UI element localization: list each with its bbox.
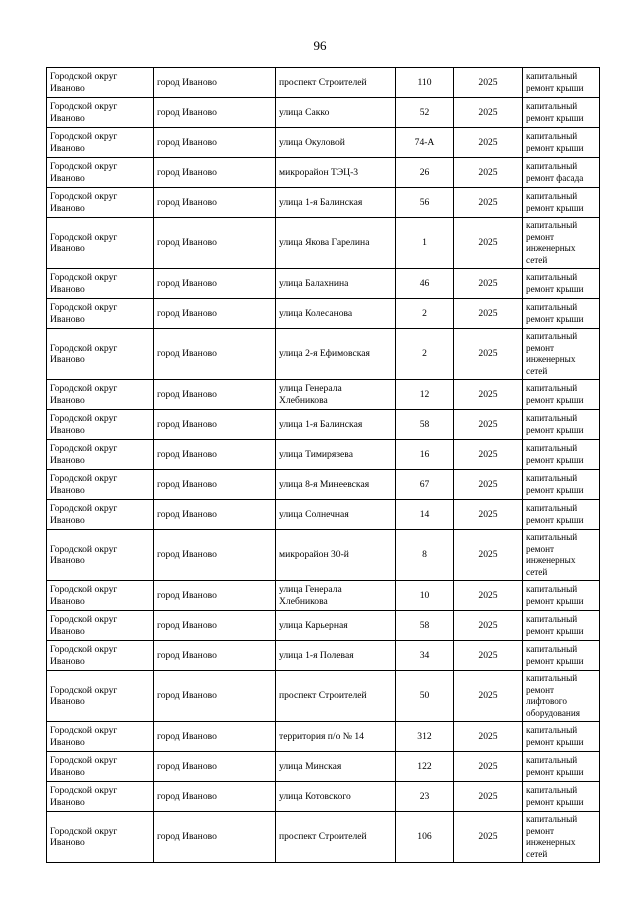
settlement-cell: город Иваново (154, 410, 276, 440)
year-cell: 2025 (454, 752, 523, 782)
settlement-cell: город Иваново (154, 581, 276, 611)
work-type-cell: капитальный ремонт крыши (523, 299, 600, 329)
table-row (47, 68, 600, 98)
house-number-cell: 74-А (396, 128, 454, 158)
municipality-cell: Городской округ Иваново (47, 530, 154, 581)
work-type-cell: капитальный ремонт крыши (523, 128, 600, 158)
house-number-cell: 56 (396, 188, 454, 218)
settlement-cell: город Иваново (154, 782, 276, 812)
table-row (47, 530, 600, 581)
house-number-cell: 14 (396, 500, 454, 530)
house-number-cell: 26 (396, 158, 454, 188)
year-cell: 2025 (454, 128, 523, 158)
work-type-cell: капитальный ремонт крыши (523, 410, 600, 440)
street-cell: улица Тимирязева (276, 440, 396, 470)
table-row (47, 470, 600, 500)
work-type-cell: капитальный ремонт инженерных сетей (523, 530, 600, 581)
municipality-cell: Городской округ Иваново (47, 500, 154, 530)
municipality-cell: Городской округ Иваново (47, 128, 154, 158)
street-cell: территория п/о № 14 (276, 722, 396, 752)
table-row (47, 158, 600, 188)
municipality-cell: Городской округ Иваново (47, 158, 154, 188)
house-number-cell: 10 (396, 581, 454, 611)
street-cell: улица 8-я Минеевская (276, 470, 396, 500)
year-cell: 2025 (454, 722, 523, 752)
street-cell: улица Сакко (276, 98, 396, 128)
settlement-cell: город Иваново (154, 641, 276, 671)
municipality-cell: Городской округ Иваново (47, 218, 154, 269)
table-row (47, 329, 600, 380)
house-number-cell: 8 (396, 530, 454, 581)
table-row (47, 269, 600, 299)
municipality-cell: Городской округ Иваново (47, 380, 154, 410)
table-row (47, 440, 600, 470)
table-row (47, 581, 600, 611)
street-cell: улица Якова Гарелина (276, 218, 396, 269)
year-cell: 2025 (454, 188, 523, 218)
settlement-cell: город Иваново (154, 68, 276, 98)
year-cell: 2025 (454, 782, 523, 812)
municipality-cell: Городской округ Иваново (47, 68, 154, 98)
municipality-cell: Городской округ Иваново (47, 782, 154, 812)
house-number-cell: 58 (396, 611, 454, 641)
table-row (47, 500, 600, 530)
street-cell: улица 1-я Балинская (276, 410, 396, 440)
table-body (47, 68, 600, 863)
house-number-cell: 2 (396, 299, 454, 329)
work-type-cell: капитальный ремонт инженерных сетей (523, 218, 600, 269)
year-cell: 2025 (454, 158, 523, 188)
work-type-cell: капитальный ремонт крыши (523, 752, 600, 782)
street-cell: улица Солнечная (276, 500, 396, 530)
table-row (47, 671, 600, 722)
table-row (47, 641, 600, 671)
work-type-cell: капитальный ремонт крыши (523, 611, 600, 641)
house-number-cell: 2 (396, 329, 454, 380)
table-row (47, 752, 600, 782)
house-number-cell: 122 (396, 752, 454, 782)
settlement-cell: город Иваново (154, 440, 276, 470)
work-type-cell: капитальный ремонт фасада (523, 158, 600, 188)
work-type-cell: капитальный ремонт крыши (523, 782, 600, 812)
year-cell: 2025 (454, 299, 523, 329)
house-number-cell: 312 (396, 722, 454, 752)
house-number-cell: 16 (396, 440, 454, 470)
table-row (47, 611, 600, 641)
year-cell: 2025 (454, 641, 523, 671)
street-cell: микрорайон ТЭЦ-3 (276, 158, 396, 188)
house-number-cell: 110 (396, 68, 454, 98)
house-number-cell: 58 (396, 410, 454, 440)
table-row (47, 380, 600, 410)
house-number-cell: 23 (396, 782, 454, 812)
settlement-cell: город Иваново (154, 752, 276, 782)
municipality-cell: Городской округ Иваново (47, 440, 154, 470)
house-number-cell: 46 (396, 269, 454, 299)
year-cell: 2025 (454, 329, 523, 380)
municipality-cell: Городской округ Иваново (47, 269, 154, 299)
work-type-cell: капитальный ремонт крыши (523, 98, 600, 128)
settlement-cell: город Иваново (154, 218, 276, 269)
house-number-cell: 12 (396, 380, 454, 410)
municipality-cell: Городской округ Иваново (47, 299, 154, 329)
municipality-cell: Городской округ Иваново (47, 671, 154, 722)
table-row (47, 812, 600, 863)
street-cell: проспект Строителей (276, 671, 396, 722)
street-cell: проспект Строителей (276, 68, 396, 98)
work-type-cell: капитальный ремонт крыши (523, 68, 600, 98)
settlement-cell: город Иваново (154, 98, 276, 128)
table-row (47, 722, 600, 752)
street-cell: улица Колесанова (276, 299, 396, 329)
table-row (47, 98, 600, 128)
work-type-cell: капитальный ремонт крыши (523, 188, 600, 218)
work-type-cell: капитальный ремонт лифтового оборудования (523, 671, 600, 722)
municipality-cell: Городской округ Иваново (47, 812, 154, 863)
street-cell: улица 2-я Ефимовская (276, 329, 396, 380)
work-type-cell: капитальный ремонт крыши (523, 581, 600, 611)
house-number-cell: 50 (396, 671, 454, 722)
street-cell: улица Карьерная (276, 611, 396, 641)
housing-repair-table (46, 67, 600, 863)
municipality-cell: Городской округ Иваново (47, 722, 154, 752)
settlement-cell: город Иваново (154, 188, 276, 218)
settlement-cell: город Иваново (154, 812, 276, 863)
settlement-cell: город Иваново (154, 470, 276, 500)
work-type-cell: капитальный ремонт крыши (523, 500, 600, 530)
street-cell: проспект Строителей (276, 812, 396, 863)
year-cell: 2025 (454, 500, 523, 530)
table-row (47, 299, 600, 329)
municipality-cell: Городской округ Иваново (47, 611, 154, 641)
settlement-cell: город Иваново (154, 500, 276, 530)
house-number-cell: 67 (396, 470, 454, 500)
street-cell: улица 1-я Балинская (276, 188, 396, 218)
year-cell: 2025 (454, 269, 523, 299)
municipality-cell: Городской округ Иваново (47, 98, 154, 128)
year-cell: 2025 (454, 68, 523, 98)
municipality-cell: Городской округ Иваново (47, 329, 154, 380)
street-cell: микрорайон 30-й (276, 530, 396, 581)
year-cell: 2025 (454, 581, 523, 611)
street-cell: улица Балахнина (276, 269, 396, 299)
table-row (47, 128, 600, 158)
settlement-cell: город Иваново (154, 611, 276, 641)
house-number-cell: 106 (396, 812, 454, 863)
work-type-cell: капитальный ремонт крыши (523, 722, 600, 752)
work-type-cell: капитальный ремонт инженерных сетей (523, 812, 600, 863)
street-cell: улица Котовского (276, 782, 396, 812)
work-type-cell: капитальный ремонт крыши (523, 269, 600, 299)
year-cell: 2025 (454, 671, 523, 722)
street-cell: улица Окуловой (276, 128, 396, 158)
street-cell: улица Генерала Хлебникова (276, 581, 396, 611)
house-number-cell: 34 (396, 641, 454, 671)
year-cell: 2025 (454, 470, 523, 500)
year-cell: 2025 (454, 530, 523, 581)
house-number-cell: 52 (396, 98, 454, 128)
municipality-cell: Городской округ Иваново (47, 410, 154, 440)
year-cell: 2025 (454, 218, 523, 269)
street-cell: улица Генерала Хлебникова (276, 380, 396, 410)
municipality-cell: Городской округ Иваново (47, 641, 154, 671)
page-number: 96 (313, 38, 327, 53)
year-cell: 2025 (454, 380, 523, 410)
settlement-cell: город Иваново (154, 299, 276, 329)
work-type-cell: капитальный ремонт крыши (523, 641, 600, 671)
table-row (47, 188, 600, 218)
municipality-cell: Городской округ Иваново (47, 581, 154, 611)
settlement-cell: город Иваново (154, 530, 276, 581)
table-row (47, 410, 600, 440)
settlement-cell: город Иваново (154, 158, 276, 188)
settlement-cell: город Иваново (154, 128, 276, 158)
table-row (47, 782, 600, 812)
settlement-cell: город Иваново (154, 722, 276, 752)
street-cell: улица Минская (276, 752, 396, 782)
settlement-cell: город Иваново (154, 671, 276, 722)
house-number-cell: 1 (396, 218, 454, 269)
year-cell: 2025 (454, 98, 523, 128)
work-type-cell: капитальный ремонт крыши (523, 470, 600, 500)
settlement-cell: город Иваново (154, 269, 276, 299)
municipality-cell: Городской округ Иваново (47, 752, 154, 782)
year-cell: 2025 (454, 440, 523, 470)
municipality-cell: Городской округ Иваново (47, 470, 154, 500)
year-cell: 2025 (454, 812, 523, 863)
settlement-cell: город Иваново (154, 380, 276, 410)
table-row (47, 218, 600, 269)
street-cell: улица 1-я Полевая (276, 641, 396, 671)
year-cell: 2025 (454, 611, 523, 641)
work-type-cell: капитальный ремонт крыши (523, 380, 600, 410)
year-cell: 2025 (454, 410, 523, 440)
work-type-cell: капитальный ремонт крыши (523, 440, 600, 470)
municipality-cell: Городской округ Иваново (47, 188, 154, 218)
settlement-cell: город Иваново (154, 329, 276, 380)
work-type-cell: капитальный ремонт инженерных сетей (523, 329, 600, 380)
